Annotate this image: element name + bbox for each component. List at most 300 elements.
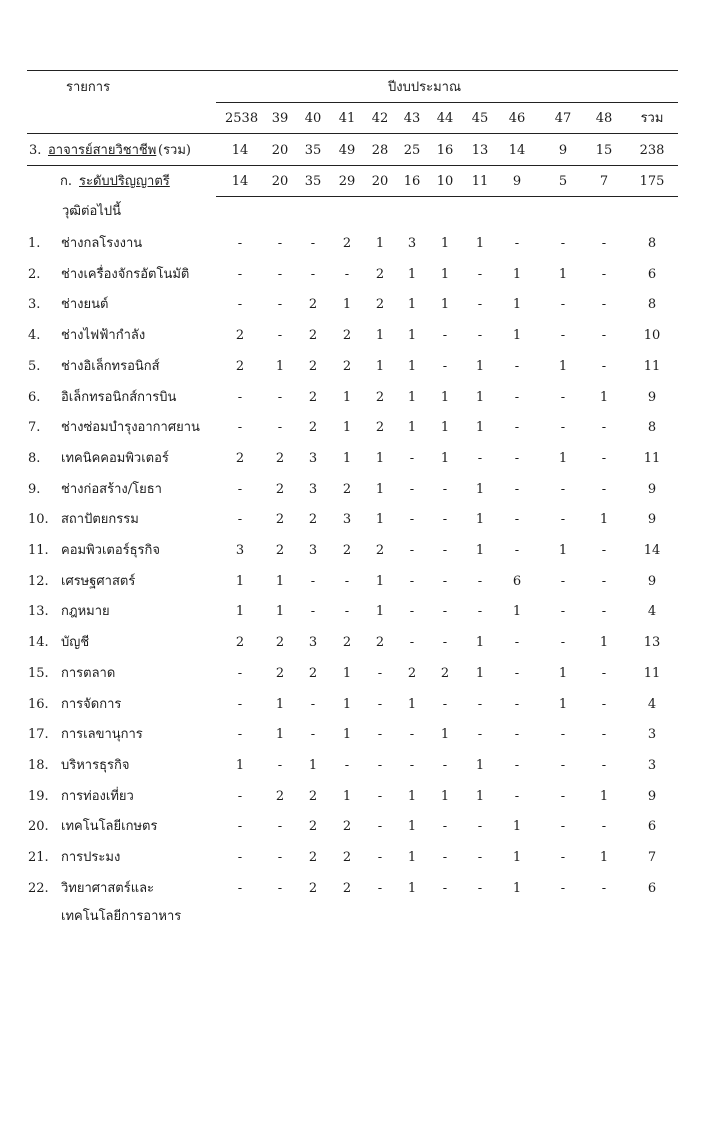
table-row-value: - [477, 297, 483, 312]
table-row-value: 11 [643, 451, 661, 466]
table-row-value: 1 [512, 328, 522, 343]
summary-row-value: 15 [595, 143, 613, 158]
table-row-value: 1 [375, 574, 385, 589]
table-row-value: 1 [475, 236, 485, 251]
table-row-value: 2 [275, 543, 285, 558]
year-header-cell: 47 [554, 111, 572, 126]
subsummary-row-label-cont: วุฒิต่อไปนี้ [62, 204, 121, 219]
table-row-value: 1 [558, 451, 568, 466]
table-row-number: 20. [28, 819, 49, 834]
table-row-value: 3 [235, 543, 245, 558]
table-row-value: 8 [647, 420, 657, 435]
subsummary-row-value: 11 [471, 174, 489, 189]
table-row-value: - [560, 635, 566, 650]
table-row-value: - [601, 328, 607, 343]
summary-row-label: อาจารย์สายวิชาชีพ [48, 143, 157, 158]
table-row-value: 1 [342, 697, 352, 712]
table-row-value: 1 [235, 758, 245, 773]
table-row-value: - [514, 359, 520, 374]
table-row-value: - [514, 512, 520, 527]
table-row-value: 11 [643, 666, 661, 681]
table-row-value: - [277, 267, 283, 282]
table-row-value: 1 [407, 297, 417, 312]
table-row-value: 2 [375, 390, 385, 405]
table-row-value: 2 [308, 420, 318, 435]
table-row-label-cont: เทคโนโลยีการอาหาร [61, 909, 182, 924]
table-row-label: สถาปัตยกรรม [61, 512, 139, 527]
table-row-value: - [477, 574, 483, 589]
table-row-value: 2 [275, 451, 285, 466]
table-row-value: 2 [375, 297, 385, 312]
table-row-value: - [442, 512, 448, 527]
table-row-value: - [442, 881, 448, 896]
table-row-value: 1 [599, 850, 609, 865]
table-row-value: - [377, 881, 383, 896]
table-row-value: 1 [440, 451, 450, 466]
table-row-value: - [477, 850, 483, 865]
table-row-value: - [601, 267, 607, 282]
table-row-number: 1. [28, 236, 41, 251]
table-row-value: - [442, 758, 448, 773]
table-row-label: การเลขานุการ [61, 727, 143, 742]
table-row-value: - [514, 543, 520, 558]
summary-row-value: 14 [231, 143, 249, 158]
table-row-value: 1 [512, 267, 522, 282]
table-row-value: 1 [235, 574, 245, 589]
table-row-value: - [514, 758, 520, 773]
table-row-value: 1 [407, 359, 417, 374]
table-row-value: - [237, 512, 243, 527]
table-row-value: 2 [440, 666, 450, 681]
table-row-value: - [560, 420, 566, 435]
table-row-number: 13. [28, 604, 49, 619]
table-row-label: ช่างกลโรงงาน [61, 236, 143, 251]
table-row-value: - [477, 451, 483, 466]
table-row-value: 1 [599, 512, 609, 527]
table-row-value: 4 [647, 604, 657, 619]
table-row-number: 22. [28, 881, 49, 896]
table-row-label: ช่างเครื่องจักรอัตโนมัติ [61, 267, 190, 282]
table-row-value: - [409, 574, 415, 589]
table-row-value: - [442, 635, 448, 650]
table-row-value: 2 [308, 850, 318, 865]
table-row-value: - [601, 666, 607, 681]
table-row-value: 1 [275, 697, 285, 712]
table-row-value: 9 [647, 512, 657, 527]
table-row-value: 11 [643, 359, 661, 374]
table-row-number: 16. [28, 697, 49, 712]
table-row-value: 2 [275, 482, 285, 497]
table-row-value: - [560, 604, 566, 619]
table-row-value: - [514, 789, 520, 804]
subsummary-row-label: ระดับปริญญาตรี [79, 174, 170, 189]
table-row-value: - [310, 604, 316, 619]
table-row-value: - [477, 697, 483, 712]
table-row-value: - [560, 881, 566, 896]
table-row-value: 1 [599, 789, 609, 804]
table-row-value: 1 [558, 267, 568, 282]
table-row-value: 1 [440, 789, 450, 804]
table-row-value: - [477, 604, 483, 619]
table-row-value: - [409, 482, 415, 497]
table-row-value: - [277, 758, 283, 773]
table-row-value: 2 [342, 236, 352, 251]
table-row-value: - [237, 482, 243, 497]
table-row-value: 1 [558, 359, 568, 374]
table-row-value: 1 [342, 390, 352, 405]
table-row-number: 6. [28, 390, 41, 405]
table-row-value: 1 [407, 819, 417, 834]
table-row-value: - [237, 727, 243, 742]
table-row-value: 2 [308, 297, 318, 312]
table-row-value: - [514, 451, 520, 466]
table-row-value: 9 [647, 789, 657, 804]
table-row-value: - [344, 758, 350, 773]
year-header-cell: 43 [403, 111, 421, 126]
table-row-value: 1 [375, 482, 385, 497]
table-row-value: 3 [342, 512, 352, 527]
table-row-value: 2 [308, 328, 318, 343]
table-row-label: บริหารธุรกิจ [61, 758, 130, 773]
table-row-value: - [601, 697, 607, 712]
table-row-label: ช่างซ่อมบำรุงอากาศยาน [61, 420, 200, 435]
table-row-number: 7. [28, 420, 41, 435]
table-row-number: 4. [28, 328, 41, 343]
table-top-rule [27, 70, 678, 71]
table-row-number: 15. [28, 666, 49, 681]
table-row-value: 2 [275, 789, 285, 804]
table-row-value: - [601, 236, 607, 251]
table-row-value: 13 [643, 635, 661, 650]
table-row-value: - [377, 697, 383, 712]
table-row-value: 1 [407, 850, 417, 865]
summary-row-value: 13 [471, 143, 489, 158]
table-row-value: 1 [407, 697, 417, 712]
table-row-value: - [377, 789, 383, 804]
table-row-value: 2 [375, 267, 385, 282]
table-row-value: - [560, 789, 566, 804]
table-row-value: 2 [342, 635, 352, 650]
table-row-value: 1 [475, 512, 485, 527]
table-row-value: 1 [558, 697, 568, 712]
table-row-value: 1 [275, 574, 285, 589]
summary-row-value: 20 [271, 143, 289, 158]
table-row-value: 6 [647, 819, 657, 834]
table-row-number: 8. [28, 451, 41, 466]
table-row-value: - [442, 574, 448, 589]
table-row-value: 2 [342, 850, 352, 865]
table-row-value: 2 [308, 512, 318, 527]
table-row-value: - [601, 451, 607, 466]
table-row-value: - [601, 482, 607, 497]
table-row-value: 1 [599, 390, 609, 405]
table-row-value: - [601, 727, 607, 742]
table-row-number: 17. [28, 727, 49, 742]
table-row-value: 1 [475, 420, 485, 435]
table-row-value: - [377, 758, 383, 773]
table-row-value: - [277, 390, 283, 405]
table-row-value: - [514, 697, 520, 712]
table-row-value: 3 [308, 635, 318, 650]
table-row-value: 14 [643, 543, 661, 558]
table-row-value: 2 [308, 789, 318, 804]
subsummary-row-value: 14 [231, 174, 249, 189]
table-row-value: - [237, 666, 243, 681]
table-row-value: - [237, 297, 243, 312]
table-row-value: 1 [407, 789, 417, 804]
table-row-value: 2 [308, 666, 318, 681]
table-row-value: - [377, 850, 383, 865]
table-row-value: - [560, 850, 566, 865]
year-header-cell: 45 [471, 111, 489, 126]
table-row-value: 1 [375, 359, 385, 374]
table-row-value: - [310, 236, 316, 251]
table-row-label: การจัดการ [61, 697, 122, 712]
table-row-number: 9. [28, 482, 41, 497]
table-row-value: - [237, 267, 243, 282]
table-row-value: 1 [440, 267, 450, 282]
table-row-value: 3 [407, 236, 417, 251]
table-row-number: 2. [28, 267, 41, 282]
table-row-value: - [514, 236, 520, 251]
table-row-value: 1 [308, 758, 318, 773]
subsummary-row-value: 7 [599, 174, 609, 189]
table-row-value: - [560, 297, 566, 312]
table-row-value: 10 [643, 328, 661, 343]
table-row-label: การตลาด [61, 666, 116, 681]
table-row-value: 1 [475, 359, 485, 374]
table-row-value: 1 [407, 881, 417, 896]
table-row-value: - [409, 451, 415, 466]
table-row-value: 9 [647, 574, 657, 589]
table-row-value: 2 [275, 635, 285, 650]
subsummary-row-value: 35 [304, 174, 322, 189]
table-row-value: 2 [342, 328, 352, 343]
table-row-value: - [601, 543, 607, 558]
table-row-value: 1 [407, 420, 417, 435]
table-row-value: - [237, 850, 243, 865]
table-row-value: 1 [275, 359, 285, 374]
table-row-value: - [310, 267, 316, 282]
table-row-value: 1 [512, 850, 522, 865]
table-row-value: 2 [375, 635, 385, 650]
table-row-value: 1 [440, 727, 450, 742]
column-header-budget-year: ปีงบประมาณ [388, 80, 461, 95]
table-row-value: - [514, 666, 520, 681]
table-row-value: 1 [599, 635, 609, 650]
subsummary-row-value: 10 [436, 174, 454, 189]
table-row-value: 1 [475, 789, 485, 804]
subsummary-row-value: 175 [639, 174, 665, 189]
table-row-value: 2 [235, 635, 245, 650]
table-row-value: - [310, 574, 316, 589]
table-row-label: ช่างยนต์ [61, 297, 109, 312]
table-row-value: 1 [375, 512, 385, 527]
table-row-value: 1 [475, 543, 485, 558]
table-row-value: - [560, 574, 566, 589]
table-row-value: 6 [647, 267, 657, 282]
table-row-value: - [601, 819, 607, 834]
table-row-value: - [277, 420, 283, 435]
subsummary-row-value: 20 [271, 174, 289, 189]
table-row-value: - [601, 574, 607, 589]
table-row-value: - [442, 850, 448, 865]
table-row-value: 1 [375, 451, 385, 466]
table-row-value: - [409, 727, 415, 742]
table-row-label: เศรษฐศาสตร์ [61, 574, 136, 589]
table-row-value: 1 [275, 727, 285, 742]
table-row-value: - [442, 543, 448, 558]
table-row-value: 1 [512, 819, 522, 834]
table-row-value: - [277, 881, 283, 896]
table-row-value: - [601, 881, 607, 896]
table-row-value: - [310, 727, 316, 742]
subsummary-row-value: 9 [512, 174, 522, 189]
table-row-number: 21. [28, 850, 49, 865]
table-row-value: - [477, 819, 483, 834]
table-row-value: 3 [308, 451, 318, 466]
table-row-value: 2 [275, 512, 285, 527]
summary-row-value: 238 [639, 143, 665, 158]
table-row-value: 1 [235, 604, 245, 619]
table-row-value: - [442, 604, 448, 619]
table-row-value: 1 [475, 666, 485, 681]
table-row-value: 1 [475, 635, 485, 650]
table-row-value: 3 [647, 758, 657, 773]
table-row-label: เทคนิคคอมพิวเตอร์ [61, 451, 169, 466]
table-row-value: - [514, 390, 520, 405]
table-row-value: - [477, 267, 483, 282]
table-row-label: บัญชี [61, 635, 90, 650]
summary-row-value: 35 [304, 143, 322, 158]
table-row-value: - [442, 482, 448, 497]
table-row-label: เทคโนโลยีเกษตร [61, 819, 158, 834]
table-row-value: - [277, 328, 283, 343]
table-row-number: 3. [28, 297, 41, 312]
table-row-value: 2 [342, 819, 352, 834]
table-row-value: - [560, 236, 566, 251]
table-row-value: - [514, 635, 520, 650]
table-row-value: 2 [375, 543, 385, 558]
table-row-value: 6 [647, 881, 657, 896]
table-row-value: - [601, 420, 607, 435]
table-row-value: 1 [342, 297, 352, 312]
table-row-value: - [560, 390, 566, 405]
summary-row-value: 28 [371, 143, 389, 158]
table-row-value: - [477, 881, 483, 896]
table-row-value: - [560, 482, 566, 497]
table-row-value: 1 [475, 390, 485, 405]
table-row-value: 1 [440, 236, 450, 251]
table-row-number: 14. [28, 635, 49, 650]
year-header-cell: 39 [271, 111, 289, 126]
table-row-value: 1 [475, 482, 485, 497]
column-header-item: รายการ [66, 80, 111, 95]
table-row-label: ช่างไฟฟ้ากำลัง [61, 328, 146, 343]
table-row-value: - [442, 328, 448, 343]
table-row-value: - [237, 236, 243, 251]
subsummary-row-value: 16 [403, 174, 421, 189]
summary-row-value: 25 [403, 143, 421, 158]
table-row-value: - [560, 328, 566, 343]
subsummary-row-value: 20 [371, 174, 389, 189]
table-row-value: 2 [308, 390, 318, 405]
table-row-value: - [237, 390, 243, 405]
table-row-label: อิเล็กทรอนิกส์การบิน [61, 390, 177, 405]
subsummary-row-number: ก. [60, 174, 73, 189]
table-row-value: 1 [512, 297, 522, 312]
table-row-value: 4 [647, 697, 657, 712]
table-row-value: 2 [342, 543, 352, 558]
table-row-value: - [442, 819, 448, 834]
table-row-value: 2 [407, 666, 417, 681]
year-header-cell: 48 [595, 111, 613, 126]
table-row-value: - [277, 850, 283, 865]
table-row-value: - [277, 297, 283, 312]
year-header-cell: 46 [508, 111, 526, 126]
table-row-value: - [377, 727, 383, 742]
table-row-value: - [601, 604, 607, 619]
table-row-number: 18. [28, 758, 49, 773]
table-row-value: 1 [407, 328, 417, 343]
table-row-value: 2 [375, 420, 385, 435]
table-row-value: 2 [308, 359, 318, 374]
subsummary-row-value: 29 [338, 174, 356, 189]
table-row-value: 3 [308, 482, 318, 497]
table-row-value: - [514, 727, 520, 742]
table-row-value: 2 [308, 819, 318, 834]
table-row-label: การท่องเที่ยว [61, 789, 134, 804]
year-header-cell: 2538 [225, 111, 259, 126]
table-row-value: - [409, 758, 415, 773]
table-row-value: - [237, 789, 243, 804]
table-row-value: - [277, 819, 283, 834]
table-row-value: 1 [342, 727, 352, 742]
table-row-value: 8 [647, 297, 657, 312]
table-row-value: 1 [342, 451, 352, 466]
year-header-cell: 42 [371, 111, 389, 126]
year-header-cell: 44 [436, 111, 454, 126]
summary-row-value: 14 [508, 143, 526, 158]
table-row-value: 2 [275, 666, 285, 681]
table-row-number: 19. [28, 789, 49, 804]
table-row-value: 1 [407, 267, 417, 282]
table-row-value: 7 [647, 850, 657, 865]
table-row-value: - [477, 328, 483, 343]
year-header-cell: รวม [640, 111, 664, 126]
table-row-value: 1 [375, 236, 385, 251]
summary-row-value: 9 [558, 143, 568, 158]
table-row-value: - [377, 819, 383, 834]
table-row-value: 2 [235, 328, 245, 343]
table-row-value: 1 [475, 758, 485, 773]
table-row-value: 3 [308, 543, 318, 558]
summary-row-suffix: (รวม) [158, 143, 191, 158]
header-bottom-rule [27, 133, 678, 134]
table-row-number: 11. [28, 543, 49, 558]
table-row-value: - [237, 819, 243, 834]
summary-row-number: 3. [29, 143, 42, 158]
summary-row-value: 49 [338, 143, 356, 158]
year-header-cell: 41 [338, 111, 356, 126]
table-row-number: 12. [28, 574, 49, 589]
table-row-value: - [409, 512, 415, 527]
summary-divider-rule [27, 165, 678, 166]
table-row-value: - [237, 697, 243, 712]
table-row-value: - [409, 604, 415, 619]
table-row-label: ช่างอิเล็กทรอนิกส์ [61, 359, 160, 374]
table-row-value: 2 [342, 482, 352, 497]
